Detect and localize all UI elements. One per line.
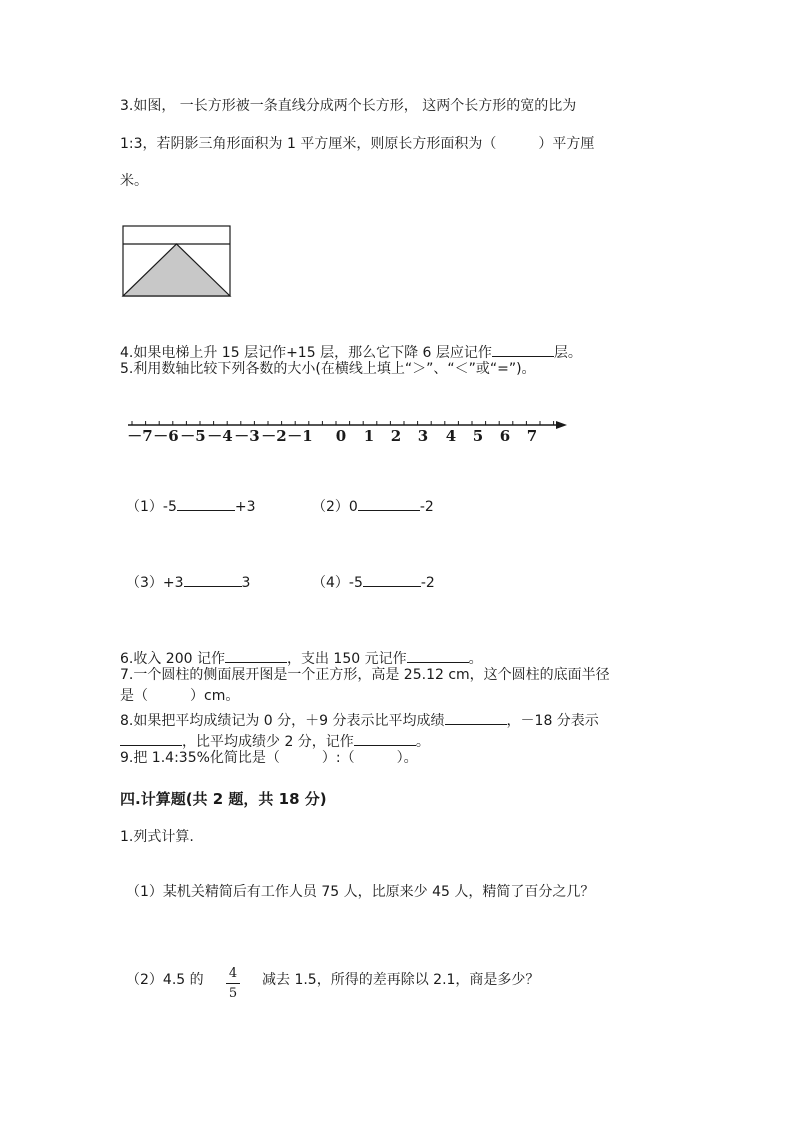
q5-item-4-label: （4）-5 bbox=[312, 575, 363, 591]
q6-blank-1[interactable] bbox=[225, 648, 287, 663]
q9-line: 9.把 1.4:35%化简比是（ ）:（ ）。 bbox=[120, 750, 418, 766]
number-line-arrow bbox=[556, 421, 567, 429]
q8-line2 bbox=[120, 731, 430, 749]
number-line-label: 4 bbox=[445, 427, 457, 445]
q5-item-4 bbox=[312, 572, 435, 590]
q8-text-a: 8.如果把平均成绩记为 0 分，＋9 分表示比平均成绩 bbox=[120, 713, 445, 729]
q8-blank-2[interactable] bbox=[120, 731, 182, 746]
calc-1-title: 1.列式计算. bbox=[120, 829, 194, 845]
number-line-label: 6 bbox=[499, 427, 511, 445]
q6-line bbox=[120, 648, 483, 666]
number-line-label: 7 bbox=[526, 427, 538, 445]
q6-text-b: ，支出 150 元记作 bbox=[286, 651, 407, 667]
q5-item-4-right: -2 bbox=[420, 575, 435, 591]
q8-text-c: ，比平均成绩少 2 分，记作 bbox=[182, 734, 354, 750]
q4-text-a: 4.如果电梯上升 15 层记作+15 层，那么它下降 6 层应记作 bbox=[120, 345, 492, 361]
q5-item-1 bbox=[126, 496, 256, 514]
q7-line2: 是（ ）cm。 bbox=[120, 688, 240, 704]
number-line-label: －1 bbox=[287, 427, 313, 445]
q7-line1: 7.一个圆柱的侧面展开图是一个正方形，高是 25.12 cm，这个圆柱的底面半径 bbox=[120, 667, 610, 683]
number-line-label: －7 bbox=[127, 427, 153, 445]
calc-1-sub2-a: （2）4.5 的 bbox=[126, 972, 204, 988]
q8-blank-1[interactable] bbox=[445, 710, 507, 725]
q5-item-2-blank[interactable] bbox=[358, 496, 420, 511]
q6-text-a: 6.收入 200 记作 bbox=[120, 651, 225, 667]
q3-line3: 米。 bbox=[120, 173, 148, 189]
q5-item-1-label: （1）-5 bbox=[126, 499, 177, 515]
q5-item-1-blank[interactable] bbox=[177, 496, 235, 511]
number-line-label: 3 bbox=[417, 427, 429, 445]
number-line-label: －3 bbox=[234, 427, 260, 445]
fraction-bar bbox=[226, 983, 240, 984]
q3-rectangle-figure bbox=[121, 225, 233, 299]
number-line-label: 5 bbox=[472, 427, 484, 445]
number-line-label: －4 bbox=[207, 427, 233, 445]
fraction-denominator: 5 bbox=[228, 986, 238, 1001]
q3-line2: 1:3，若阴影三角形面积为 1 平方厘米，则原长方形面积为（ ）平方厘 bbox=[120, 136, 595, 152]
number-line-label: －5 bbox=[180, 427, 206, 445]
fraction-numerator: 4 bbox=[228, 966, 238, 981]
q4-text-b: 层。 bbox=[553, 345, 582, 361]
q5-item-2 bbox=[312, 496, 434, 514]
fraction-four-fifths bbox=[226, 966, 240, 1001]
q3-line1: 3.如图， 一长方形被一条直线分成两个长方形， 这两个长方形的宽的比为 bbox=[120, 98, 577, 114]
calc-1-sub2-b: 减去 1.5，所得的差再除以 2.1，商是多少？ bbox=[262, 972, 540, 988]
q5-item-3-label: （3）+3 bbox=[126, 575, 184, 591]
section-4-heading: 四.计算题(共 2 题，共 18 分) bbox=[120, 790, 327, 808]
number-line-label: －6 bbox=[153, 427, 179, 445]
q8-line1 bbox=[120, 710, 599, 728]
q8-text-b: ，－18 分表示 bbox=[506, 713, 599, 729]
q5-text: 5.利用数轴比较下列各数的大小(在横线上填上“＞”、“＜”或“=”)。 bbox=[120, 361, 536, 377]
q4-answer-blank[interactable] bbox=[492, 342, 554, 357]
q5-item-3 bbox=[126, 572, 250, 590]
q6-text-c: 。 bbox=[468, 651, 483, 667]
q8-blank-3[interactable] bbox=[354, 731, 416, 746]
q6-blank-2[interactable] bbox=[407, 648, 469, 663]
number-line-label: －2 bbox=[261, 427, 287, 445]
q5-item-3-blank[interactable] bbox=[184, 572, 242, 587]
q5-item-2-right: -2 bbox=[419, 499, 434, 515]
number-line-label: 1 bbox=[363, 427, 375, 445]
calc-1-sub1: （1）某机关精简后有工作人员 75 人，比原来少 45 人，精简了百分之几？ bbox=[126, 884, 595, 900]
q5-item-1-right: +3 bbox=[234, 499, 256, 515]
number-line bbox=[120, 410, 580, 450]
number-line-label: 2 bbox=[390, 427, 402, 445]
number-line-label: 0 bbox=[335, 427, 347, 445]
q5-item-3-right: 3 bbox=[241, 575, 251, 591]
q5-item-4-blank[interactable] bbox=[363, 572, 421, 587]
q5-item-2-label: （2）0 bbox=[312, 499, 358, 515]
q8-text-d: 。 bbox=[415, 734, 430, 750]
q4-line bbox=[120, 342, 582, 360]
